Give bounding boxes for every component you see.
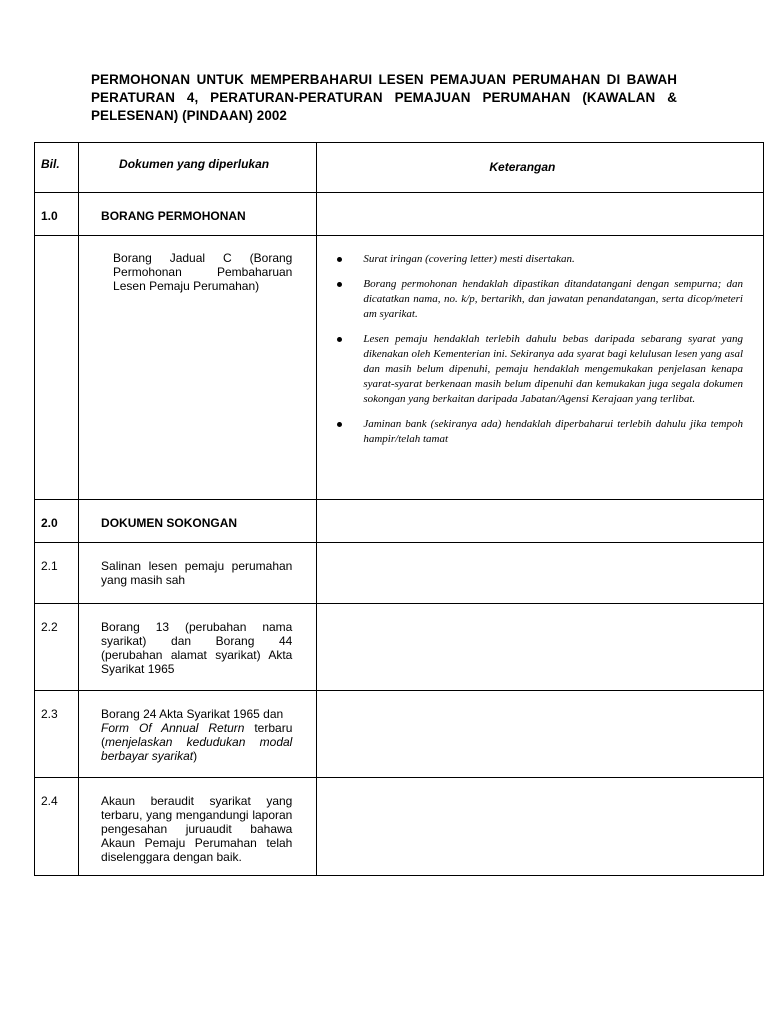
note-text: Lesen pemaju hendaklah terlebih dahulu bebas daripada sebarang syarat yang dikenakan oleh Kementerian ini. Sekiranya ada syarat bagi kelulusan lesen yang asal dan masih belum dipenuhi, pemaju hendaklah mengemukakan penjelasan kenapa syarat-syarat berkenaan masih belum dipenuhi dan kemukakan juga segala dokumen sokongan yang berkaitan daripada Jabatan/Agensi Kerajaan yang terlibat.	[363, 333, 743, 405]
empty-cell	[317, 778, 764, 876]
table-row	[35, 543, 764, 604]
bullet-icon	[337, 257, 342, 262]
table-row	[35, 691, 764, 778]
table-row	[35, 236, 764, 500]
dokumen-text-italic: menjelaskan kedudukan modal berbayar syarikat	[101, 735, 293, 763]
list-item	[363, 332, 743, 407]
dokumen-cell	[79, 691, 317, 778]
dokumen-text: )	[193, 749, 198, 763]
dokumen-text: Borang 24 Akta Syarikat 1965 dan	[101, 707, 284, 721]
dokumen-cell: Borang 13 (perubahan nama syarikat) dan Borang 44 (perubahan alamat syarikat) Akta Syarikat 1965	[79, 604, 317, 691]
bullet-icon	[337, 282, 342, 287]
item-number: 2.3	[35, 691, 79, 778]
section-row	[35, 500, 764, 543]
empty-cell	[317, 543, 764, 604]
empty-cell	[317, 604, 764, 691]
bullet-icon	[337, 422, 342, 427]
section-number: 1.0	[35, 193, 79, 236]
empty-cell	[317, 193, 764, 236]
dokumen-cell: Borang Jadual C (Borang Permohonan Pembaharuan Lesen Pemaju Perumahan)	[79, 236, 317, 500]
section-row	[35, 193, 764, 236]
list-item	[363, 252, 743, 267]
section-title: DOKUMEN SOKONGAN	[79, 500, 317, 543]
note-text: Borang permohonan hendaklah dipastikan ditandatangani dengan sempurna; dan dicatatkan nama, no. k/p, bertarikh, dan jawatan penandatangan, serta dicop/meteri am syarikat.	[363, 278, 743, 320]
dokumen-cell: Salinan lesen pemaju perumahan yang masih sah	[79, 543, 317, 604]
table-header-row	[35, 143, 764, 193]
notes-list	[337, 252, 743, 447]
note-text: Surat iringan (covering letter) mesti disertakan.	[363, 253, 575, 265]
note-text: Jaminan bank (sekiranya ada) hendaklah diperbaharui terlebih dahulu jika tempoh hampir/telah tamat	[363, 418, 743, 445]
empty-cell	[317, 691, 764, 778]
empty-cell	[35, 236, 79, 500]
empty-cell	[317, 500, 764, 543]
header-keterangan: Keterangan	[317, 143, 764, 193]
header-bil: Bil.	[35, 143, 79, 193]
list-item	[363, 417, 743, 447]
item-number: 2.1	[35, 543, 79, 604]
bullet-icon	[337, 337, 342, 342]
item-number: 2.4	[35, 778, 79, 876]
dokumen-cell: Akaun beraudit syarikat yang terbaru, yang mengandungi laporan pengesahan juruaudit bahawa Akaun Pemaju Perumahan telah diselenggara dengan baik.	[79, 778, 317, 876]
dokumen-text: terbaru (	[101, 721, 293, 749]
section-number: 2.0	[35, 500, 79, 543]
keterangan-cell	[317, 236, 764, 500]
item-number: 2.2	[35, 604, 79, 691]
section-title: BORANG PERMOHONAN	[79, 193, 317, 236]
document-title: PERMOHONAN UNTUK MEMPERBAHARUI LESEN PEMAJUAN PERUMAHAN DI BAWAH PERATURAN 4, PERATURAN-PERATURAN PEMAJUAN PERUMAHAN (KAWALAN & PELESENAN) (PINDAAN) 2002	[91, 72, 677, 123]
list-item	[363, 277, 743, 322]
table-row	[35, 604, 764, 691]
dokumen-text-italic: Form Of Annual Return	[101, 721, 245, 735]
requirements-table	[34, 142, 764, 876]
table-row	[35, 778, 764, 876]
header-dokumen: Dokumen yang diperlukan	[79, 143, 317, 193]
